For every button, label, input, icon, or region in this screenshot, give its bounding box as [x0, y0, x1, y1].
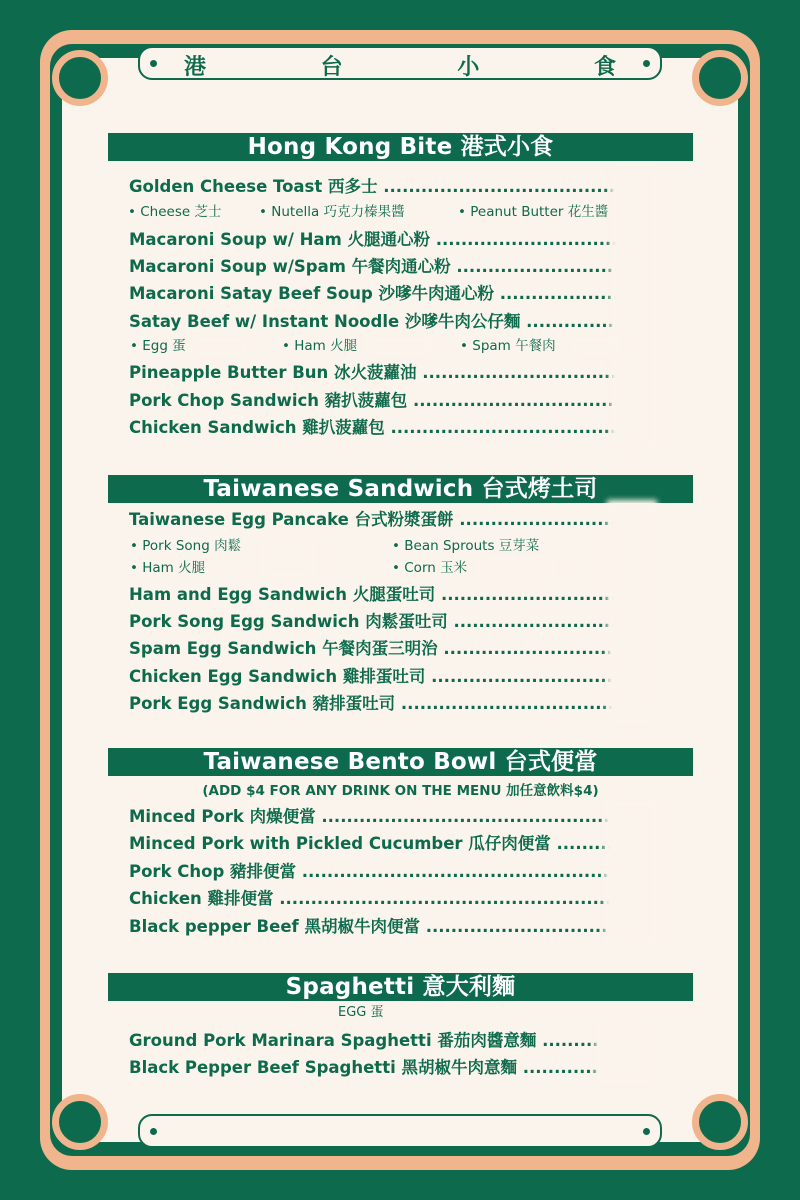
redacted-price-area	[610, 170, 658, 450]
menu-item: Black Pepper Beef Spaghetti 黑胡椒牛肉意麵 .....	[129, 1057, 619, 1079]
title-char: 小	[457, 55, 480, 80]
menu-item: Macaroni Soup w/Spam 午餐肉通心粉 .....	[129, 256, 619, 278]
redacted-price-area	[607, 500, 657, 725]
section-title-hk: Hong Kong Bite 港式小食	[108, 133, 693, 161]
title-char: 食	[593, 55, 616, 80]
menu-item: Chicken Egg Sandwich 雞排蛋吐司 .....	[129, 666, 619, 688]
menu-item: Chicken 雞排便當 .....	[129, 888, 619, 910]
menu-item: Spam Egg Sandwich 午餐肉蛋三明治 .....	[129, 638, 619, 660]
menu-option: • Peanut Butter 花生醬	[458, 204, 609, 220]
section-note: (ADD $4 FOR ANY DRINK ON THE MENU 加任意飲料$4)	[202, 783, 599, 799]
banner-dot	[643, 1128, 650, 1135]
section-title-tw: Taiwanese Sandwich 台式烤土司	[108, 475, 693, 503]
menu-item: Macaroni Satay Beef Soup 沙嗲牛肉通心粉 .....	[129, 283, 619, 305]
section-note: EGG 蛋	[338, 1005, 384, 1020]
menu-option: • Bean Sprouts 豆芽菜	[392, 538, 540, 554]
section-title-bento: Taiwanese Bento Bowl 台式便當	[108, 748, 693, 776]
redacted-price-area	[188, 336, 248, 356]
menu-option: • Ham 火腿	[130, 560, 206, 576]
redacted-price-area	[595, 1025, 655, 1085]
menu-option: • Egg 蛋	[130, 338, 186, 354]
corner-ornament	[52, 50, 108, 106]
corner-ornament	[692, 1094, 748, 1150]
title-char: 港	[184, 55, 207, 80]
menu-item: Minced Pork 肉燥便當 .....	[129, 806, 619, 828]
menu-item: Minced Pork with Pickled Cucumber 瓜仔肉便當 .....	[129, 833, 619, 855]
banner-dot	[150, 60, 157, 67]
menu-item: Pork Song Egg Sandwich 肉鬆蛋吐司 .....	[129, 611, 619, 633]
redacted-price-area	[570, 336, 620, 356]
menu-option: • Ham 火腿	[282, 338, 358, 354]
menu-option: • Corn 玉米	[392, 560, 468, 576]
top-banner	[138, 46, 662, 80]
menu-option: • Nutella 巧克力榛果醬	[259, 204, 405, 220]
menu-item: Chicken Sandwich 雞扒菠蘿包 .....	[129, 417, 619, 439]
section-title-spaghetti: Spaghetti 意大利麵	[108, 973, 693, 1001]
menu-item: Pork Chop Sandwich 豬扒菠蘿包 .....	[129, 390, 619, 412]
redacted-price-area	[258, 535, 318, 579]
corner-ornament	[692, 50, 748, 106]
redacted-price-area	[364, 336, 434, 356]
menu-title	[170, 50, 630, 81]
menu-option: • Pork Song 肉鬆	[130, 538, 242, 554]
banner-dot	[150, 1128, 157, 1135]
redacted-price-area	[604, 800, 658, 945]
menu-item: Pork Chop 豬排便當 .....	[129, 861, 619, 883]
menu-item: Black pepper Beef 黑胡椒牛肉便當 .....	[129, 916, 619, 938]
menu-option: • Cheese 芝士	[128, 204, 222, 220]
menu-option: • Spam 午餐肉	[460, 338, 556, 354]
redacted-price-area	[476, 556, 556, 578]
menu-item: Ham and Egg Sandwich 火腿蛋吐司 .....	[129, 584, 619, 606]
menu-item: Satay Beef w/ Instant Noodle 沙嗲牛肉公仔麵 .....	[129, 311, 619, 333]
bottom-banner	[138, 1114, 662, 1148]
menu-item: Pork Egg Sandwich 豬排蛋吐司 .....	[129, 693, 619, 715]
banner-dot	[643, 60, 650, 67]
menu-item: Taiwanese Egg Pancake 台式粉漿蛋餅 .....	[129, 509, 619, 531]
corner-ornament	[52, 1094, 108, 1150]
menu-item: Golden Cheese Toast 西多士 .....	[129, 176, 619, 198]
menu-item: Macaroni Soup w/ Ham 火腿通心粉 .....	[129, 229, 619, 251]
menu-item: Ground Pork Marinara Spaghetti 番茄肉醬意麵 .....	[129, 1030, 619, 1052]
title-char: 台	[320, 55, 343, 80]
menu-item: Pineapple Butter Bun 冰火菠蘿油 .....	[129, 362, 619, 384]
